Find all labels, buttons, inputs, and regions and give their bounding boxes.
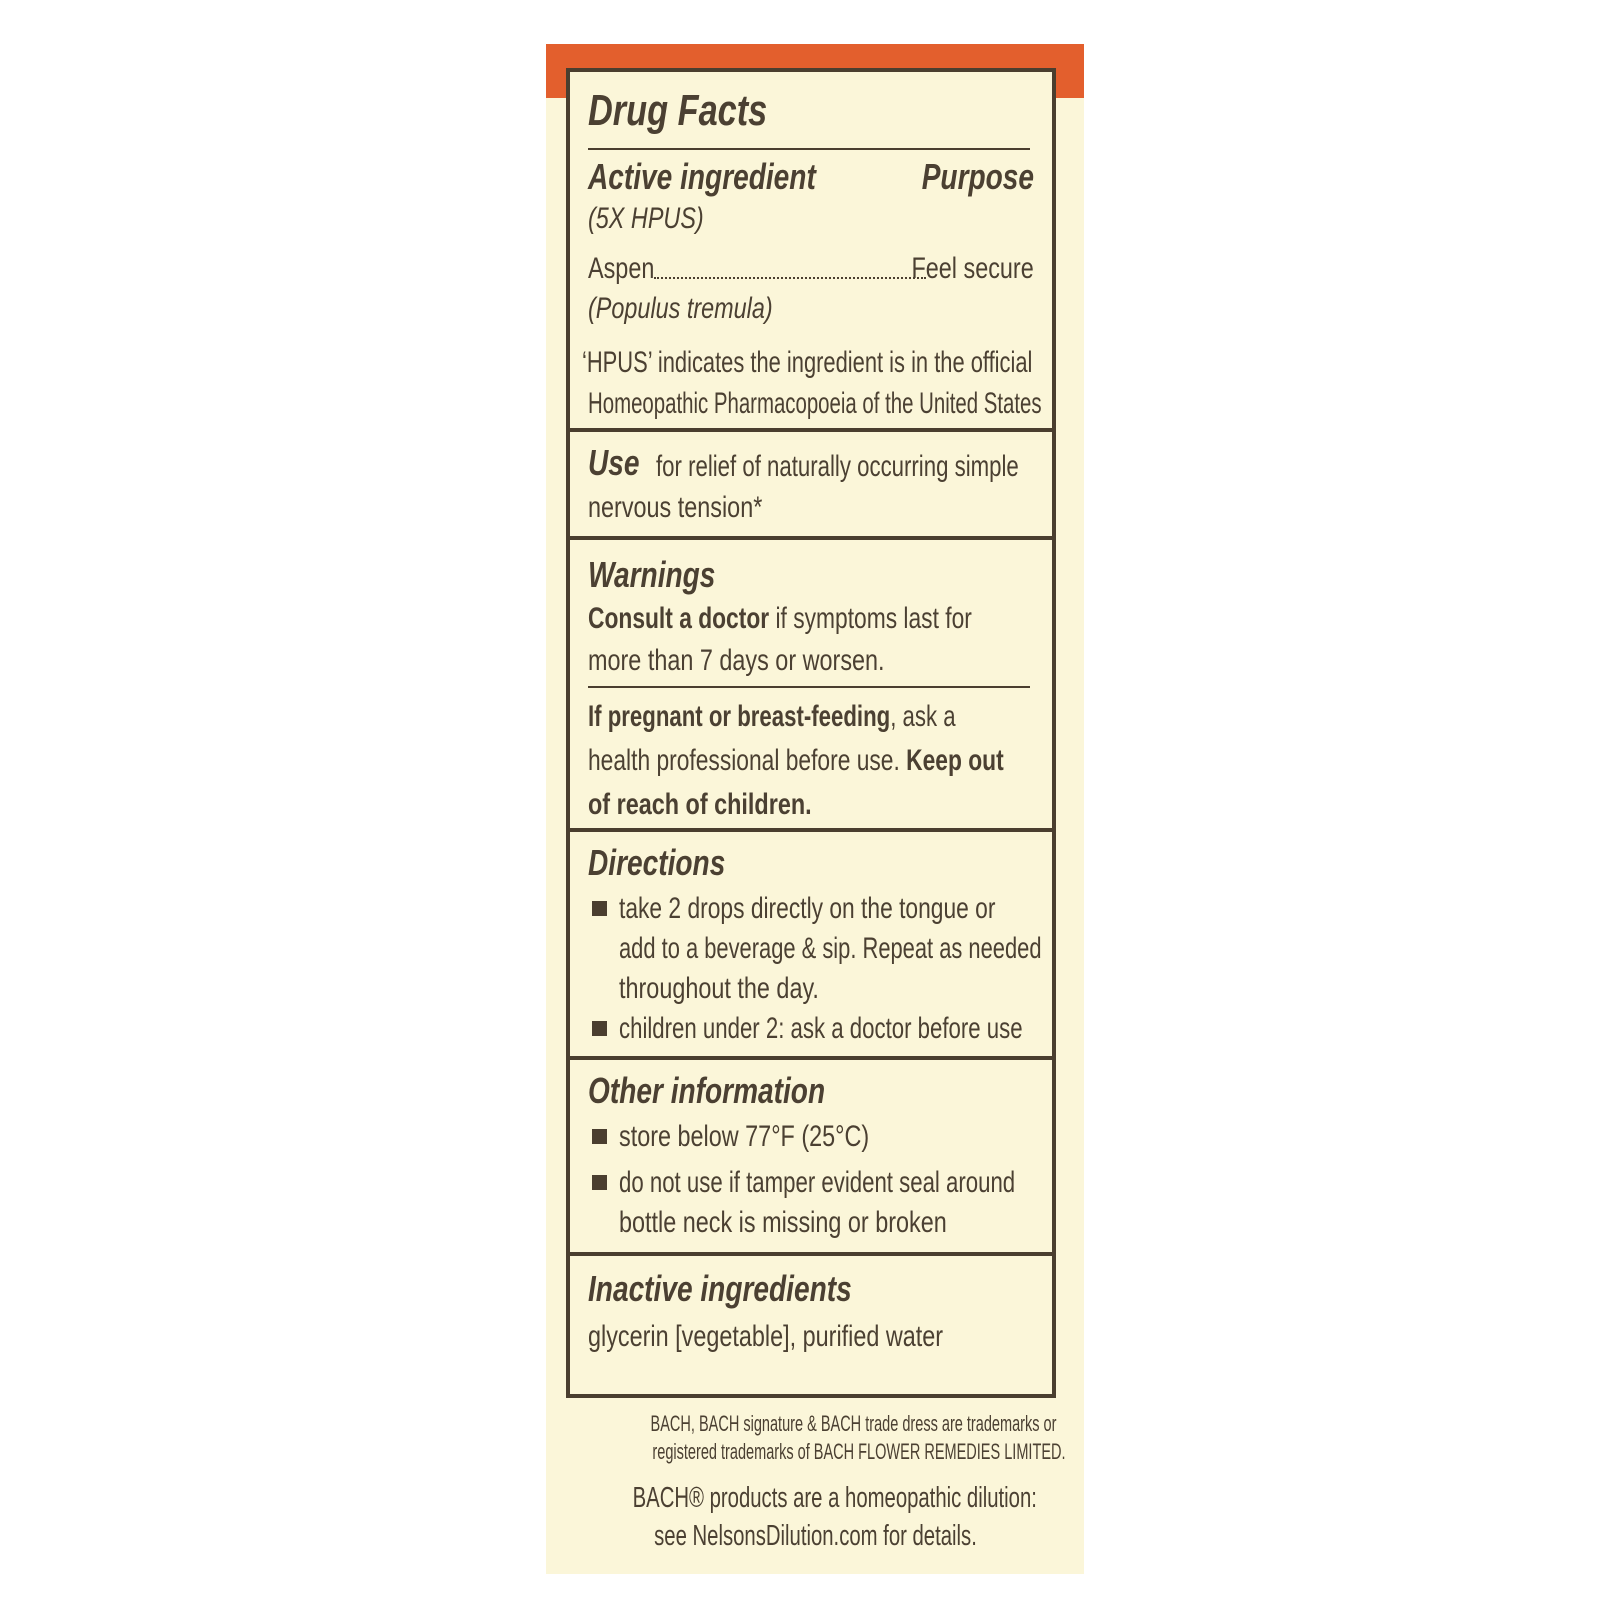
active-ingredient-section: [570, 72, 1052, 432]
warnings-section: [570, 540, 1052, 832]
dilution-line2: see NelsonsDilution.com for details.: [653, 1520, 977, 1552]
other-information-item-1: store below 77°F (25°C): [592, 1116, 940, 1157]
other-information-section: [570, 1060, 1052, 1256]
use-section: [570, 432, 1052, 540]
ingredient-purpose: Feel secure: [911, 252, 1034, 285]
inactive-ingredients-text: glycerin [vegetable], purified water: [588, 1320, 944, 1353]
bullet-icon: [592, 1175, 607, 1190]
title-rule: [588, 148, 1030, 150]
ingredient-latin-name: (Populus tremula): [588, 292, 773, 325]
hpus-note-line2: Homeopathic Pharmacopoeia of the United States: [588, 387, 1042, 420]
trademark-line1: BACH, BACH signature & BACH trade dress are trademarks or: [650, 1411, 1057, 1436]
warnings-divider: [588, 686, 1030, 688]
consult-doctor-line2: more than 7 days or worsen.: [588, 644, 885, 677]
inactive-ingredients-section: [570, 1256, 1052, 1394]
hpus-note-line1: ‘HPUS’ indicates the ingredient is in the official: [582, 346, 1033, 379]
directions-item-1-line3: throughout the day.: [619, 972, 819, 1005]
active-ingredient-header: Active ingredient: [588, 156, 816, 197]
inactive-ingredients-header: Inactive ingredients: [588, 1268, 852, 1309]
bullet-icon: [592, 1021, 607, 1036]
drug-facts-title: Drug Facts: [588, 86, 768, 135]
directions-section: [570, 832, 1052, 1060]
bullet-icon: [592, 901, 607, 916]
other-information-item-2-line2: bottle neck is missing or broken: [619, 1206, 947, 1239]
pregnant-line1: If pregnant or breast-feeding, ask a: [588, 700, 956, 733]
directions-item-1-line1: take 2 drops directly on the tongue or: [592, 888, 1114, 929]
drug-facts-panel: [566, 68, 1056, 1398]
other-information-header: Other information: [588, 1070, 826, 1111]
drug-facts-label: [546, 44, 1084, 1574]
warnings-header: Warnings: [588, 554, 716, 595]
pregnant-line2: health professional before use. Keep out: [588, 744, 1004, 777]
use-text-line2: nervous tension*: [588, 491, 763, 524]
consult-doctor-line1: Consult a doctor if symptoms last for: [588, 602, 972, 635]
dilution-line1: BACH® products are a homeopathic dilution:: [632, 1482, 1037, 1514]
ingredient-name: Aspen: [588, 252, 655, 285]
trademark-line2: registered trademarks of BACH FLOWER REMEDIES LIMITED.: [652, 1439, 1066, 1464]
use-text-line1: for relief of naturally occurring simple: [656, 450, 1019, 483]
directions-header: Directions: [588, 842, 726, 883]
use-header: Use: [588, 442, 640, 483]
other-information-item-2-line1: do not use if tamper evident seal around: [592, 1162, 1154, 1203]
keep-out-of-reach: of reach of children.: [588, 788, 812, 821]
active-ingredient-sub: (5X HPUS): [588, 202, 704, 235]
bullet-icon: [592, 1129, 607, 1144]
directions-item-2: children under 2: ask a doctor before use: [592, 1008, 1164, 1049]
purpose-header: Purpose: [921, 156, 1034, 197]
directions-item-1-line2: add to a beverage & sip. Repeat as needed: [619, 932, 1042, 965]
